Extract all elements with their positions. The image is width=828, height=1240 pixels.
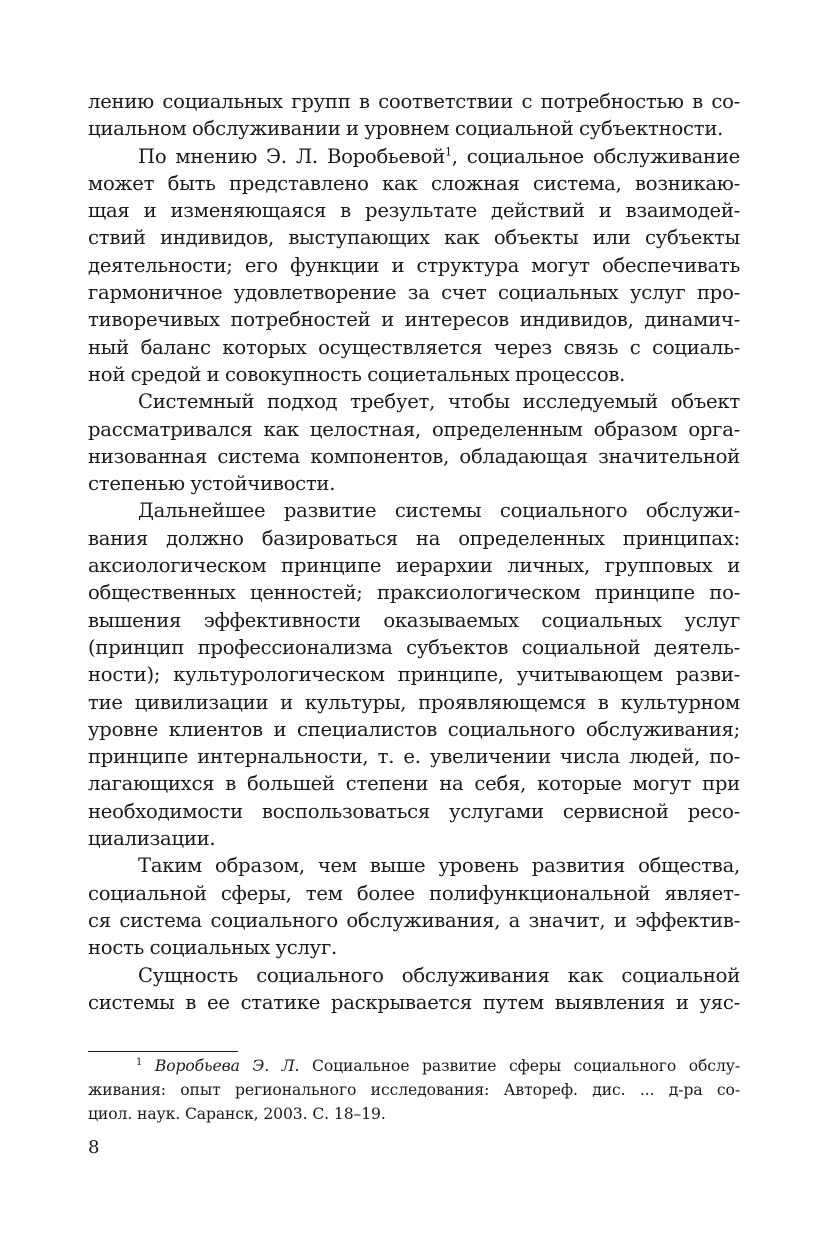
text-line: тие цивилизации и культуры, проявляющемся в культурном: [88, 690, 740, 714]
text-line: Сущность социального обслуживания как социальной: [138, 963, 740, 987]
page-number: 8: [88, 1137, 100, 1158]
text-fragment: , социальное обслуживание: [451, 144, 740, 168]
text-line: циальном обслуживании и уровнем социальной субъектности.: [88, 117, 724, 141]
text-line: вышения эффективности оказываемых социальных услуг: [88, 608, 740, 632]
text-line: ной средой и совокупность социетальных процессов.: [88, 362, 626, 386]
footnote-reference[interactable]: 1: [444, 145, 452, 159]
text-line: гармоничное удовлетворение за счет социальных услуг про-: [88, 281, 740, 305]
text-line: лагающихся в большей степени на себя, которые могут при: [88, 772, 740, 796]
text-fragment: По мнению Э. Л. Воробьевой: [138, 144, 445, 168]
text-line: степенью устойчивости.: [88, 472, 336, 496]
text-line: ный баланс которых осуществляется через связь с социаль-: [88, 335, 740, 359]
text-line: [88, 143, 740, 170]
text-line: лению социальных групп в соответствии с потребностью в со-: [88, 90, 740, 113]
text-line: аксиологическом принципе иерархии личных, групповых и: [88, 554, 740, 578]
text-line: циализации.: [88, 827, 216, 851]
text-line: щая и изменяющаяся в результате действий и взаимодей-: [88, 199, 740, 223]
text-line: вания должно базироваться на определенных принципах:: [88, 526, 740, 550]
footnote-text: Социальное развитие сферы социального обслу-: [299, 1057, 740, 1075]
text-line: тиворечивых потребностей и интересов индивидов, динамич-: [88, 308, 740, 332]
text-line: может быть представлено как сложная система, возникаю-: [88, 171, 740, 195]
text-line: Дальнейшее развитие системы социального обслужи-: [138, 499, 740, 523]
text-line: ности); культурологическом принципе, учитывающем разви-: [88, 663, 740, 687]
text-line: общественных ценностей; праксиологическом принципе по-: [88, 581, 740, 605]
footnote-line: циол. наук. Саранск, 2003. С. 18–19.: [88, 1105, 386, 1123]
text-line: ствий индивидов, выступающих как объекты или субъекты: [88, 226, 740, 250]
text-line: Системный подход требует, чтобы исследуемый объект: [138, 390, 740, 414]
page-body: [88, 88, 740, 1016]
text-line: принципе интернальности, т. е. увеличении числа людей, по-: [88, 745, 740, 769]
text-line: (принцип профессионализма субъектов социальной деятель-: [88, 635, 740, 659]
footnote-marker: 1: [136, 1056, 143, 1068]
text-line: уровне клиентов и специалистов социального обслуживания;: [88, 717, 740, 741]
text-line: рассматривался как целостная, определенным образом орга-: [88, 417, 740, 441]
text-line: необходимости воспользоваться услугами сервисной ресо-: [88, 799, 740, 823]
text-line: деятельности; его функции и структура могут обеспечивать: [88, 253, 740, 277]
footnote-line: [88, 1054, 740, 1078]
footnote-author: Воробьева Э. Л.: [154, 1057, 300, 1075]
text-line: Таким образом, чем выше уровень развития общества,: [138, 854, 740, 878]
text-line: системы в ее статике раскрывается путем выявления и уяс-: [88, 990, 740, 1014]
text-line: социальной сферы, тем более полифункциональной являет-: [88, 881, 740, 905]
text-line: ся система социального обслуживания, а значит, и эффектив-: [88, 908, 740, 932]
text-line: ность социальных услуг.: [88, 936, 337, 960]
footnote-block: [88, 1054, 740, 1126]
text-line: низованная система компонентов, обладающая значительной: [88, 444, 740, 468]
footnote-separator: [88, 1051, 238, 1052]
footnote-line: живания: опыт регионального исследования: Автореф. дис. ... д-ра со-: [88, 1081, 740, 1099]
